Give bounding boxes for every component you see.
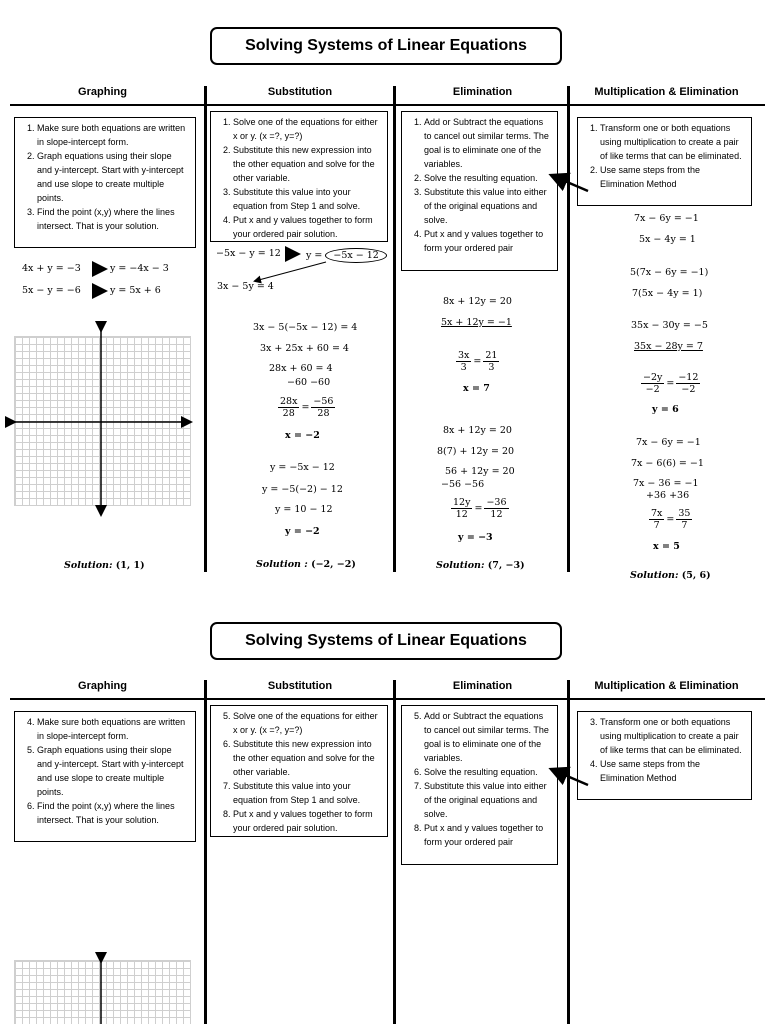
method-link-arrow-icon	[553, 770, 588, 785]
numerator: −56	[313, 396, 334, 407]
x-result: x = 5	[653, 541, 680, 552]
substitution-equation-b: 3x − 5y = 4	[217, 281, 274, 292]
column-heading-multiplication: Multiplication & Elimination	[594, 86, 739, 98]
math-fraction-step: $\frac{12y}{12}$ = $\frac{-36}{12}$	[453, 497, 507, 520]
graphing-equation-1-slope-form: y = −4x − 3	[110, 263, 169, 274]
solution-value: (1, 1)	[115, 560, 145, 571]
graphing-step: 5. Graph equations using their slope and y-intercept. Start with y-intercept and use slope to create multiple points.	[37, 743, 189, 799]
substitution-step: 7. Substitute this value into your equation from Step 1 and solve.	[233, 779, 381, 807]
math-step-underlined: 5x + 12y = −1	[441, 317, 512, 328]
annotation-arrows	[0, 616, 768, 1024]
numerator: −2y	[643, 372, 663, 383]
x-result: x = −2	[285, 430, 320, 441]
numerator: 3x	[458, 350, 470, 361]
y-equals: y =	[306, 250, 323, 261]
graphing-equation-2-slope-form: y = 5x + 6	[110, 285, 161, 296]
math-step: 7(5x − 4y = 1)	[632, 288, 703, 299]
denominator: 7	[653, 520, 660, 531]
graphing-step: 6. Find the point (x,y) where the lines intersect. That is your solution.	[37, 799, 189, 827]
substitution-step: 5. Solve one of the equations for either x or y. (x =?, y=?)	[233, 709, 381, 737]
multiplication-step: 2. Use same steps from the Elimination Method	[600, 163, 745, 191]
denominator: −2	[645, 384, 660, 395]
math-step: 7x − 6(6) = −1	[631, 458, 704, 469]
denominator: 28	[282, 408, 295, 419]
math-step: 3x + 25x + 60 = 4	[260, 343, 349, 354]
graphing-step: 1. Make sure both equations are written in slope-intercept form.	[37, 121, 189, 149]
graphing-step: 4. Make sure both equations are written in slope-intercept form.	[37, 715, 189, 743]
numerator: 21	[485, 350, 498, 361]
column-heading-substitution: Substitution	[267, 86, 333, 98]
math-step: 56 + 12y = 20	[445, 466, 515, 477]
math-step: 28x + 60 = 4	[269, 363, 333, 374]
numerator: 12y	[453, 497, 471, 508]
math-step: 8x + 12y = 20	[443, 296, 512, 307]
math-step: 8x + 12y = 20	[443, 425, 512, 436]
numerator: 35	[678, 508, 691, 519]
x-result: x = 7	[463, 383, 490, 394]
page-title: Solving Systems of Linear Equations	[210, 27, 562, 65]
denominator: 3	[488, 362, 495, 373]
denominator: 3	[460, 362, 467, 373]
column-heading-elimination: Elimination	[452, 680, 513, 692]
equation-original: 4x + y = −3	[22, 263, 81, 274]
column-heading-multiplication: Multiplication & Elimination	[594, 680, 739, 692]
elimination-step: 1. Add or Subtract the equations to cancel out similar terms. The goal is to eliminate one of the variables.	[424, 115, 551, 171]
solution-value: (7, −3)	[487, 560, 525, 571]
solution-label: Solution:	[64, 560, 113, 571]
numerator: −12	[678, 372, 699, 383]
math-step: +36 +36	[646, 490, 690, 501]
elimination-step: 6. Solve the resulting equation.	[424, 765, 551, 779]
math-step: y = −5(−2) − 12	[262, 484, 343, 495]
substitution-step: 8. Put x and y values together to form your ordered pair solution.	[233, 807, 381, 835]
substitution-step: 1. Solve one of the equations for either x or y. (x =?, y=?)	[233, 115, 381, 143]
column-heading-graphing: Graphing	[78, 86, 127, 98]
math-step: 35x − 30y = −5	[631, 320, 708, 331]
solution-label: Solution :	[256, 559, 308, 570]
graphing-step: 3. Find the point (x,y) where the lines intersect. That is your solution.	[37, 205, 189, 233]
solution-label: Solution:	[436, 560, 485, 571]
elimination-step: 8. Put x and y values together to form your ordered pair	[424, 821, 551, 849]
elimination-step: 3. Substitute this value into either of the original equations and solve.	[424, 185, 551, 227]
elimination-step: 5. Add or Subtract the equations to cancel out similar terms. The goal is to eliminate one of the variables.	[424, 709, 551, 765]
numerator: −36	[486, 497, 507, 508]
solution-value: (−2, −2)	[311, 559, 356, 570]
elimination-step: 2. Solve the resulting equation.	[424, 171, 551, 185]
circled-expression: −5x − 12	[325, 248, 386, 263]
math-step-underlined: 35x − 28y = 7	[634, 341, 703, 352]
math-step: 7x − 36 = −1	[633, 478, 699, 489]
denominator: 28	[317, 408, 330, 419]
math-step: 8(7) + 12y = 20	[437, 446, 515, 457]
page-title: Solving Systems of Linear Equations	[210, 622, 562, 660]
substitution-equation-a: −5x − y = 12	[216, 248, 281, 259]
math-step: −56 −56	[441, 479, 485, 490]
graphing-equation-2: 5x − y = −6	[22, 285, 81, 296]
column-heading-elimination: Elimination	[452, 86, 513, 98]
math-step: y = 10 − 12	[275, 504, 333, 515]
multiplication-step: 4. Use same steps from the Elimination Method	[600, 757, 745, 785]
multiplication-step: 3. Transform one or both equations using multiplication to create a pair of like terms that can be eliminated.	[600, 715, 745, 757]
graphing-step: 2. Graph equations using their slope and y-intercept. Start with y-intercept and use slope to create multiple points.	[37, 149, 189, 205]
denominator: −2	[681, 384, 696, 395]
math-fraction-step: $\frac{7x}{7}$ = $\frac{35}{7}$	[651, 508, 691, 531]
denominator: 12	[490, 509, 503, 520]
math-step: 3x − 5(−5x − 12) = 4	[253, 322, 358, 333]
math-step: 7x − 6y = −1	[634, 213, 699, 224]
substitution-step: 6. Substitute this new expression into the other equation and solve for the other variable.	[233, 737, 381, 779]
math-step: 5(7x − 6y = −1)	[630, 267, 709, 278]
column-heading-graphing: Graphing	[78, 680, 127, 692]
y-result: y = −3	[458, 532, 493, 543]
denominator: 7	[681, 520, 688, 531]
math-step: −60 −60	[287, 377, 331, 388]
solution-label: Solution:	[630, 570, 679, 581]
substitution-step: 2. Substitute this new expression into the other equation and solve for the other variable.	[233, 143, 381, 185]
elimination-step: 4. Put x and y values together to form your ordered pair	[424, 227, 551, 255]
math-fraction-step: $\frac{3x}{3}$ = $\frac{21}{3}$	[458, 350, 498, 373]
numerator: 28x	[280, 396, 298, 407]
y-result: y = 6	[652, 404, 679, 415]
column-heading-substitution: Substitution	[267, 680, 333, 692]
denominator: 12	[455, 509, 468, 520]
worksheet-section-2	[0, 616, 768, 1024]
y-result: y = −2	[285, 526, 320, 537]
multiplication-step: 1. Transform one or both equations using multiplication to create a pair of like terms that can be eliminated.	[600, 121, 745, 163]
substitution-step: 3. Substitute this value into your equation from Step 1 and solve.	[233, 185, 381, 213]
math-fraction-step: $\frac{-2y}{-2}$ = $\frac{-12}{-2}$	[643, 372, 699, 395]
math-step: 5x − 4y = 1	[639, 234, 696, 245]
elimination-step: 7. Substitute this value into either of the original equations and solve.	[424, 779, 551, 821]
math-step: y = −5x − 12	[270, 462, 335, 473]
numerator: 7x	[651, 508, 663, 519]
substitution-step: 4. Put x and y values together to form your ordered pair solution.	[233, 213, 381, 241]
method-link-arrow-icon	[553, 176, 588, 191]
substitute-arrow-icon	[255, 262, 326, 281]
math-fraction-step: $\frac{28x}{28}$ = $\frac{-56}{28}$	[280, 396, 334, 419]
solution-value: (5, 6)	[681, 570, 711, 581]
math-step: 7x − 6y = −1	[636, 437, 701, 448]
